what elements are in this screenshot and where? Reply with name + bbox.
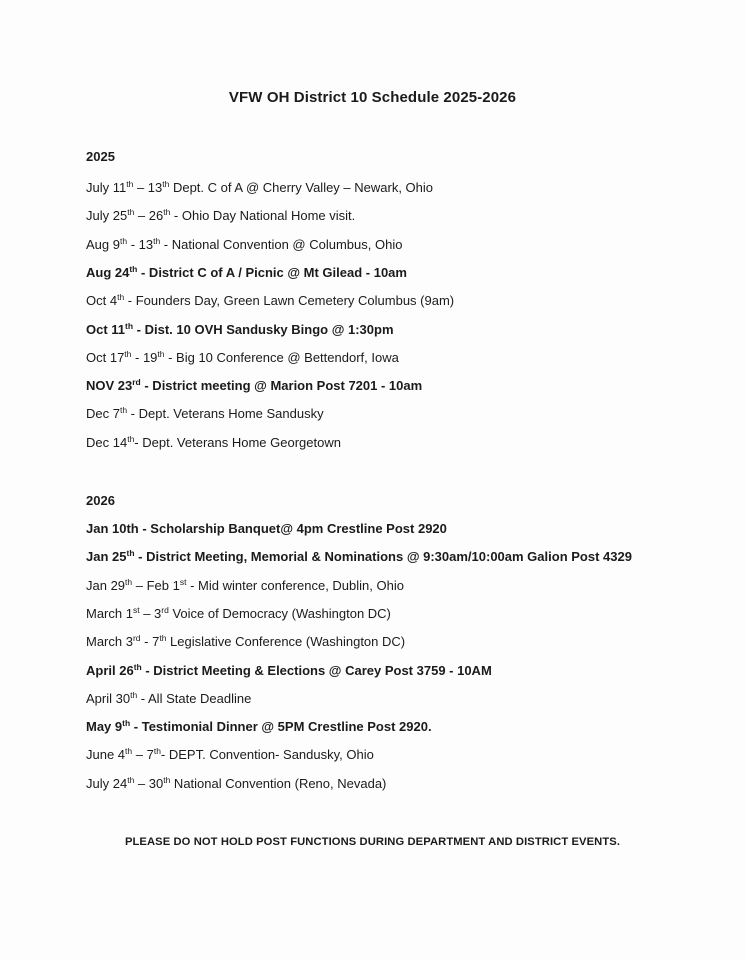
- ordinal-suffix: th: [125, 576, 133, 587]
- schedule-entry: [86, 634, 405, 649]
- schedule-entry: [86, 549, 632, 564]
- entry-text: Voice of Democracy (Washington DC): [168, 605, 391, 621]
- entry-text: – 26: [134, 208, 164, 224]
- ordinal-suffix: th: [129, 263, 138, 274]
- ordinal-suffix: th: [127, 774, 135, 785]
- ordinal-suffix: th: [163, 207, 171, 218]
- entry-text: - District Meeting, Memorial & Nominations @ 9:30am/10:00am Galion Post 4329: [134, 549, 632, 565]
- entry-text: July 24: [86, 775, 128, 791]
- entry-text: April 30: [86, 690, 131, 706]
- ordinal-suffix: th: [162, 179, 170, 189]
- ordinal-suffix: th: [153, 746, 161, 757]
- ordinal-suffix: th: [124, 348, 132, 359]
- entry-text: - District C of A / Picnic @ Mt Gilead - 10am: [137, 264, 407, 280]
- entry-text: - Big 10 Conference @ Bettendorf, Iowa: [164, 349, 399, 365]
- entry-text: - District Meeting & Elections @ Carey Post 3759 - 10AM: [141, 662, 492, 678]
- entry-text: - 13: [127, 236, 154, 252]
- schedule-entry: [86, 663, 492, 678]
- entry-text: Legislative Conference (Washington DC): [166, 634, 406, 650]
- entry-text: - 7: [140, 634, 160, 650]
- ordinal-suffix: th: [119, 235, 128, 246]
- schedule-entry: [86, 265, 407, 280]
- ordinal-suffix: th: [133, 661, 142, 672]
- ordinal-suffix: th: [157, 348, 165, 359]
- schedule-entry: [86, 691, 251, 706]
- entry-text: – 30: [134, 775, 164, 791]
- schedule-entry: [86, 350, 399, 365]
- ordinal-suffix: th: [130, 689, 138, 700]
- entry-text: June 4: [86, 747, 126, 763]
- entry-text: - 19: [131, 349, 158, 365]
- entry-text: – 13: [133, 180, 163, 195]
- entry-text: – Feb 1: [132, 577, 180, 593]
- ordinal-suffix: th: [117, 292, 125, 303]
- ordinal-suffix: th: [125, 746, 133, 757]
- entry-text: - Dept. Veterans Home Georgetown: [134, 434, 341, 450]
- schedule-entry: [86, 293, 454, 308]
- entry-text: – 7: [132, 747, 154, 763]
- ordinal-suffix: th: [127, 433, 135, 444]
- entry-text: - All State Deadline: [137, 690, 252, 706]
- entry-text: - DEPT. Convention- Sandusky, Ohio: [160, 747, 374, 763]
- entry-text: Oct 11: [86, 321, 126, 337]
- ordinal-suffix: th: [119, 405, 128, 416]
- entry-text: – 3: [139, 605, 162, 621]
- entry-text: Jan 10th - Scholarship Banquet@ 4pm Crestline Post 2920: [86, 521, 447, 536]
- entry-text: March 3: [86, 634, 133, 650]
- schedule-entry: [86, 322, 394, 337]
- schedule-entry: [86, 776, 386, 791]
- schedule-entry: [86, 208, 355, 223]
- document-title: VFW OH District 10 Schedule 2025-2026: [228, 89, 517, 106]
- schedule-entry: [86, 719, 432, 734]
- footer-notice: PLEASE DO NOT HOLD POST FUNCTIONS DURING DEPARTMENT AND DISTRICT EVENTS.: [124, 836, 621, 848]
- ordinal-suffix: rd: [132, 633, 141, 644]
- ordinal-suffix: th: [127, 207, 135, 218]
- year-heading: 2026: [86, 493, 115, 508]
- schedule-entry: [86, 378, 422, 393]
- entry-text: Aug 9: [86, 236, 120, 252]
- ordinal-suffix: th: [125, 320, 134, 331]
- schedule-entry: [86, 747, 374, 762]
- ordinal-suffix: th: [159, 633, 167, 644]
- schedule-entry: [86, 606, 391, 621]
- entry-text: Dec 14: [86, 434, 128, 450]
- schedule-entry: [86, 237, 402, 252]
- ordinal-suffix: th: [163, 774, 171, 785]
- entry-text: May 9: [86, 719, 123, 735]
- schedule-entry: [86, 180, 433, 195]
- entry-text: Jan 29: [86, 577, 126, 593]
- entry-text: - District meeting @ Marion Post 7201 - 10am: [140, 378, 423, 394]
- schedule-entry: [86, 435, 341, 450]
- entry-text: Jan 25: [86, 549, 127, 565]
- ordinal-suffix: th: [153, 235, 161, 246]
- entry-text: Dec 7: [86, 406, 120, 422]
- entry-text: Oct 4: [86, 293, 118, 309]
- entry-text: National Convention (Reno, Nevada): [170, 775, 387, 791]
- entry-text: - Founders Day, Green Lawn Cemetery Columbus (9am): [124, 293, 455, 309]
- entry-text: Aug 24: [86, 264, 130, 280]
- ordinal-suffix: st: [132, 604, 140, 615]
- entry-text: NOV 23: [86, 378, 133, 394]
- schedule-entry: [86, 578, 404, 593]
- entry-text: Oct 17: [86, 349, 125, 365]
- entry-text: - Mid winter conference, Dublin, Ohio: [186, 577, 404, 593]
- ordinal-suffix: th: [126, 548, 135, 559]
- entry-text: July 25: [86, 208, 128, 224]
- entry-text: - Testimonial Dinner @ 5PM Crestline Post 2920.: [130, 719, 432, 735]
- schedule-entry: [86, 406, 324, 421]
- ordinal-suffix: th: [126, 179, 134, 189]
- ordinal-suffix: rd: [132, 377, 141, 388]
- entry-text: - Dept. Veterans Home Sandusky: [127, 406, 324, 422]
- year-heading: 2025: [86, 149, 115, 164]
- entry-text: July 11: [86, 180, 127, 195]
- entry-text: March 1: [86, 605, 133, 621]
- schedule-entry: [86, 521, 447, 536]
- entry-text: Dept. C of A @ Cherry Valley – Newark, Ohio: [169, 180, 434, 195]
- entry-text: - National Convention @ Columbus, Ohio: [160, 236, 403, 252]
- entry-text: - Ohio Day National Home visit.: [170, 208, 356, 224]
- ordinal-suffix: st: [179, 576, 187, 587]
- ordinal-suffix: th: [122, 718, 131, 729]
- entry-text: April 26: [86, 662, 134, 678]
- ordinal-suffix: rd: [161, 604, 169, 615]
- entry-text: - Dist. 10 OVH Sandusky Bingo @ 1:30pm: [133, 321, 394, 337]
